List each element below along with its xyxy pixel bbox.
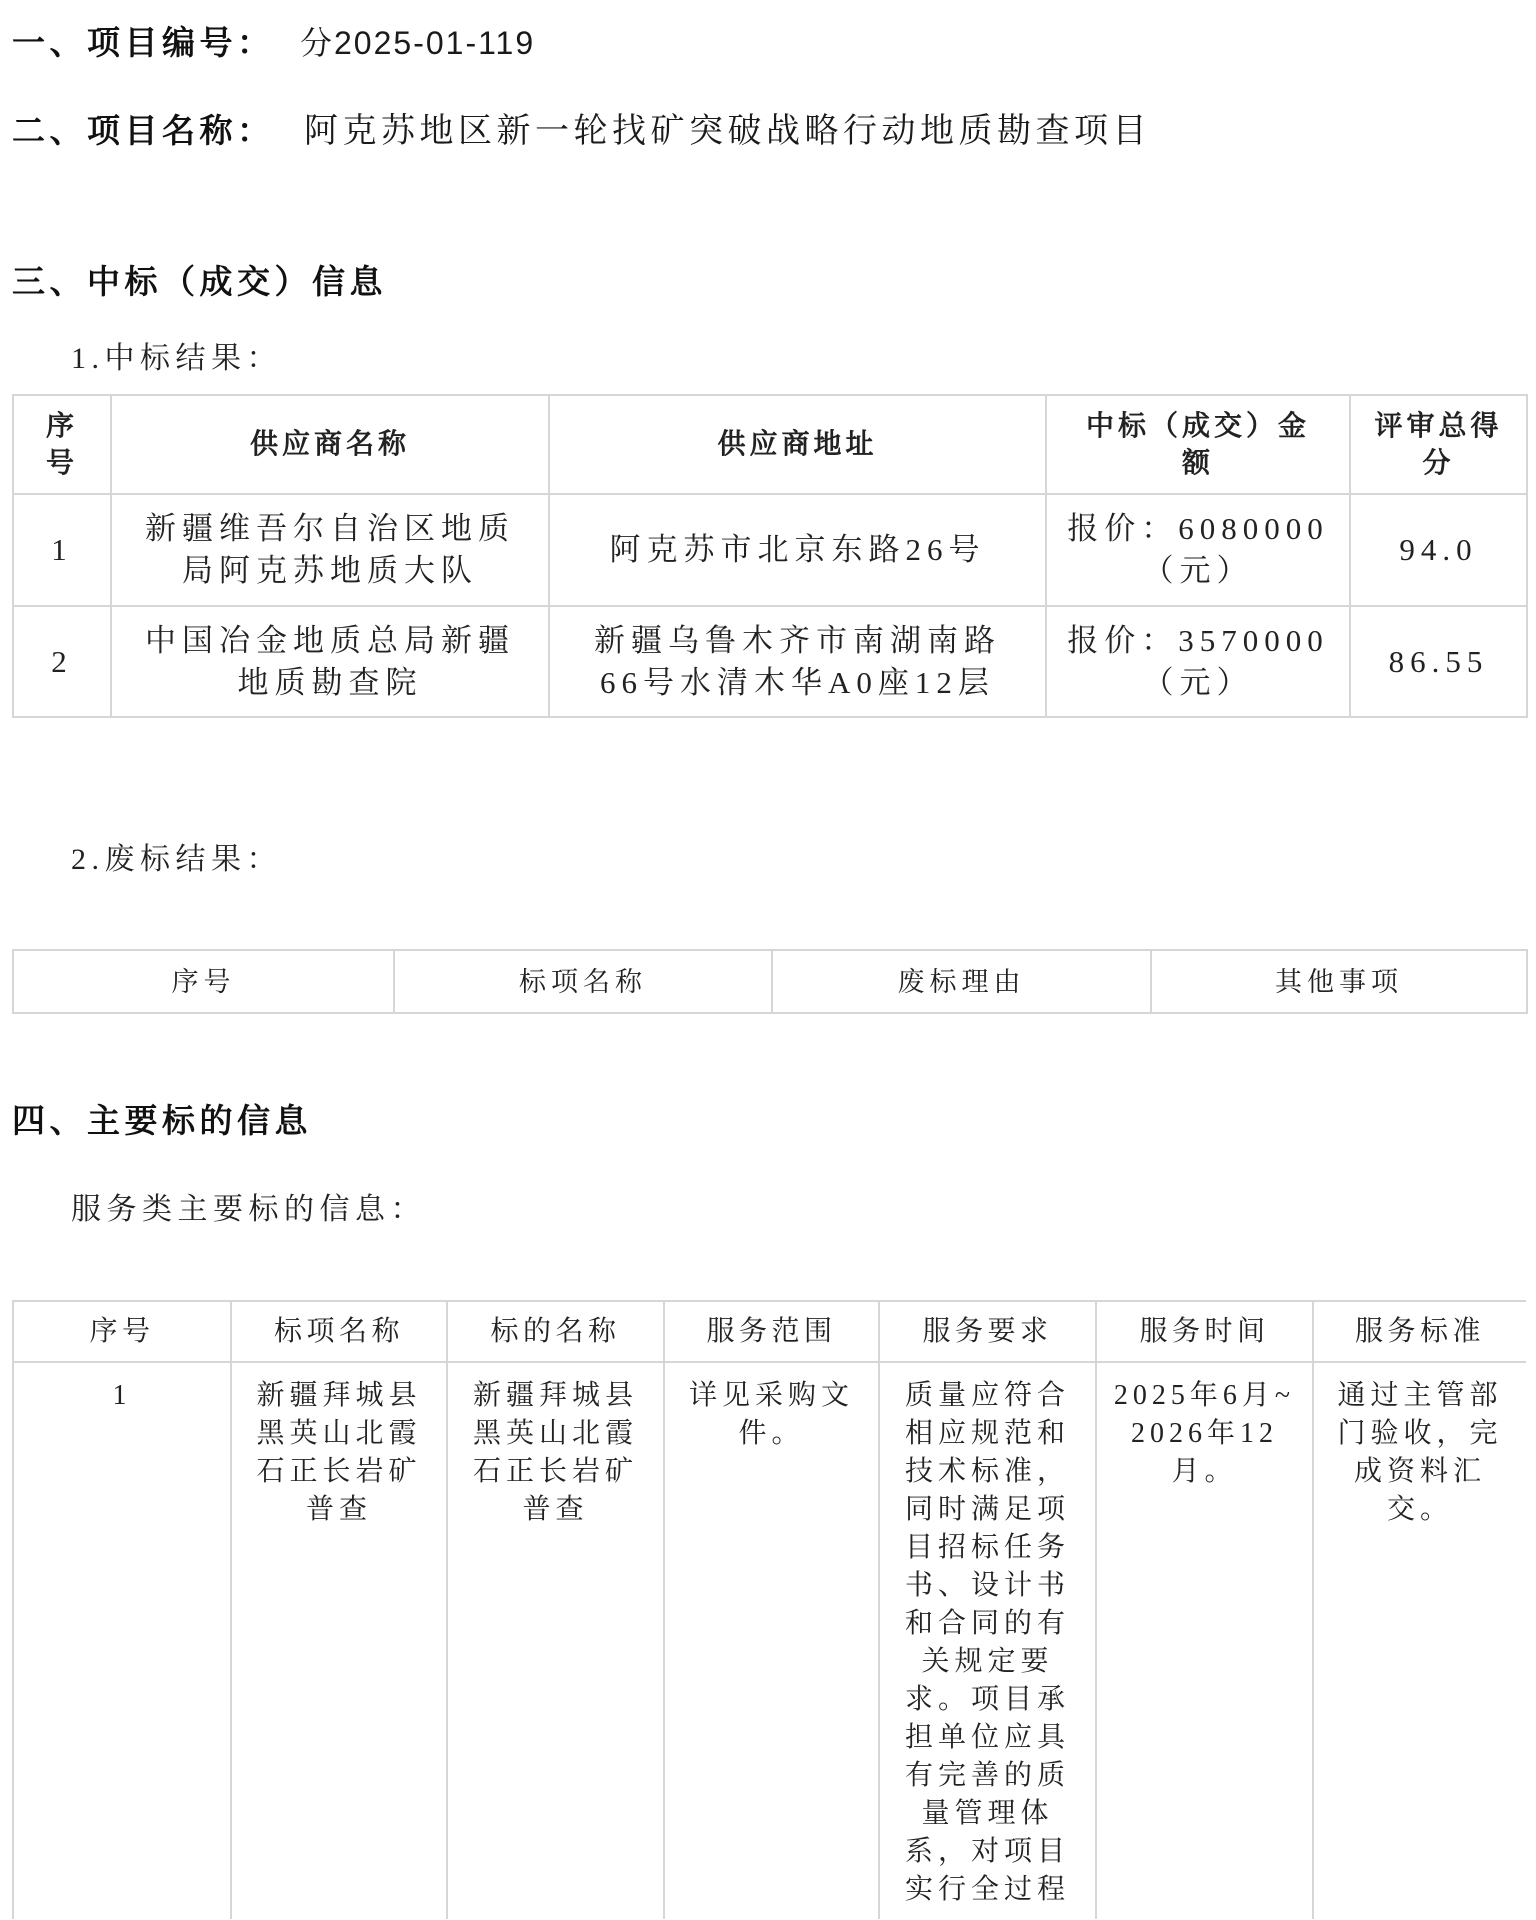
column-header-service-standard <box>1313 1301 1526 1362</box>
supplier-address: 新疆乌鲁木齐市南湖南路66号水清木华A0座12层 <box>594 622 1001 700</box>
cell-service-standard <box>1313 1362 1526 1919</box>
table-row <box>13 606 1527 717</box>
project-name-label: 二、项目名称： <box>12 111 275 150</box>
cell-supplier-address <box>549 606 1046 717</box>
service-subject-header-row <box>13 1301 1526 1362</box>
column-header-no <box>13 395 111 494</box>
failed-results-table <box>12 949 1528 1014</box>
column-header-no <box>13 1301 231 1362</box>
award-results-header-row <box>13 395 1527 494</box>
failed-results-header-row <box>13 950 1527 1013</box>
subject-info-heading: 四、主要标的信息 <box>12 1101 312 1140</box>
cell-score <box>1350 606 1527 717</box>
column-header-supplier-address <box>549 395 1046 494</box>
cell-service-requirements <box>879 1362 1096 1919</box>
service-subject-table-container <box>12 1300 1526 1920</box>
cell-lot-name <box>231 1362 447 1919</box>
table-row <box>13 494 1527 606</box>
cell-service-scope <box>664 1362 879 1919</box>
cell-amount <box>1046 606 1350 717</box>
column-header-amount <box>1046 395 1350 494</box>
column-header-lot-name <box>231 1301 447 1362</box>
cell-score <box>1350 494 1527 606</box>
award-results-table <box>12 394 1528 718</box>
cell-supplier-name <box>111 494 549 606</box>
column-header-other-matters <box>1151 950 1527 1013</box>
column-header-service-scope <box>664 1301 879 1362</box>
column-header-label: 中标（成交）金额 <box>1085 410 1310 479</box>
score-value: 86.55 <box>1388 643 1489 679</box>
service-period: 2025年6月~2026年12月。 <box>1113 1380 1296 1487</box>
column-header-service-period <box>1096 1301 1313 1362</box>
service-standard: 通过主管部门验收，完成资料汇交。 <box>1337 1380 1503 1525</box>
score-value: 94.0 <box>1399 532 1478 567</box>
column-header-lot-name <box>394 950 772 1013</box>
cell-no <box>13 606 111 717</box>
cell-subject-name <box>447 1362 664 1919</box>
column-header-supplier-name <box>111 395 549 494</box>
column-header-label: 评审总得分 <box>1374 410 1503 479</box>
lot-name: 新疆拜城县黑英山北霞石正长岩矿普查 <box>256 1380 422 1525</box>
column-header-label: 废标理由 <box>897 966 1026 997</box>
award-results-label: 1.中标结果： <box>71 342 282 375</box>
cell-supplier-address <box>549 494 1046 606</box>
amount-value: 报价：3570000 <box>1067 622 1329 658</box>
column-header-label: 标的名称 <box>490 1315 621 1347</box>
cell-service-period <box>1096 1362 1313 1919</box>
subject-name: 新疆拜城县黑英山北霞石正长岩矿普查 <box>472 1380 638 1525</box>
table-row <box>13 1362 1526 1919</box>
column-header-no <box>13 950 394 1013</box>
cell-no <box>13 494 111 606</box>
project-number-value: 分2025-01-119 <box>300 25 536 61</box>
award-info-heading: 三、中标（成交）信息 <box>12 262 387 301</box>
cell-no <box>13 1362 231 1919</box>
amount-value: 报价：6080000 <box>1067 511 1329 546</box>
column-header-label: 服务要求 <box>922 1315 1053 1347</box>
column-header-failure-reason <box>772 950 1151 1013</box>
column-header-score <box>1350 395 1527 494</box>
supplier-name: 中国冶金地质总局新疆地质勘查院 <box>145 622 515 700</box>
service-scope: 详见采购文件。 <box>688 1380 854 1449</box>
column-header-label: 序号 <box>45 410 78 479</box>
row-number: 1 <box>112 1380 132 1411</box>
row-number: 1 <box>51 532 73 567</box>
column-header-label: 服务范围 <box>706 1315 837 1347</box>
cell-supplier-name <box>111 606 549 717</box>
amount-unit: （元） <box>1142 553 1254 588</box>
column-header-service-requirements <box>879 1301 1096 1362</box>
column-header-subject-name <box>447 1301 664 1362</box>
column-header-label: 其他事项 <box>1275 966 1403 997</box>
service-subject-table <box>12 1300 1526 1919</box>
row-number: 2 <box>51 643 73 679</box>
cell-amount <box>1046 494 1350 606</box>
column-header-label: 标项名称 <box>273 1315 404 1347</box>
service-requirements: 质量应符合相应规范和技术标准，同时满足项目招标任务书、设计书和合同的有关规定要求。项目承担单位应具有完善的质量管理体系，对项目实行全过程 <box>904 1380 1070 1905</box>
column-header-label: 服务标准 <box>1354 1315 1485 1347</box>
column-header-label: 供应商名称 <box>249 429 410 460</box>
amount-unit: （元） <box>1142 664 1254 700</box>
column-header-label: 标项名称 <box>519 966 647 997</box>
column-header-label: 供应商地址 <box>717 429 878 460</box>
supplier-address: 阿克苏市北京东路26号 <box>609 532 986 567</box>
project-name-value: 阿克苏地区新一轮找矿突破战略行动地质勘查项目 <box>304 112 1151 150</box>
supplier-name: 新疆维吾尔自治区地质局阿克苏地质大队 <box>145 511 515 588</box>
column-header-label: 序号 <box>171 966 236 997</box>
column-header-label: 序号 <box>89 1315 155 1347</box>
service-subject-label: 服务类主要标的信息： <box>71 1193 426 1226</box>
project-number-label: 一、项目编号： <box>12 23 275 62</box>
column-header-label: 服务时间 <box>1139 1315 1270 1347</box>
failed-results-label: 2.废标结果： <box>71 843 282 876</box>
